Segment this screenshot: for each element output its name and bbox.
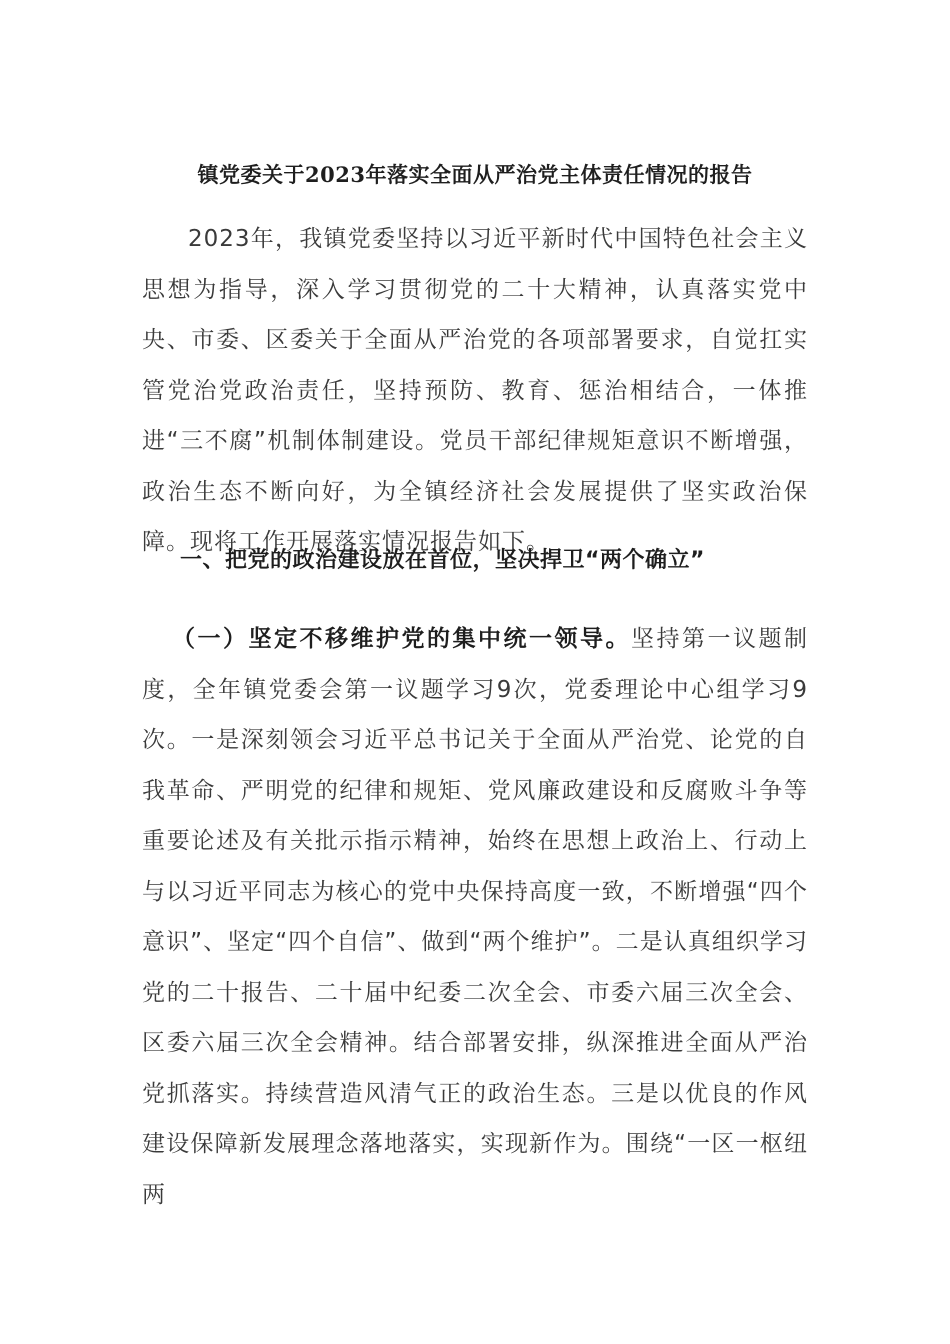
section-heading: 一、把党的政治建设放在首位，坚决捍卫“两个确立” bbox=[180, 548, 705, 573]
subsection-paragraph bbox=[142, 614, 808, 1220]
intro-paragraph: 2023年，我镇党委坚持以习近平新时代中国特色社会主义思想为指导，深入学习贯彻党的二十大精神，认真落实党中央、市委、区委关于全面从严治党的各项部署要求，自觉扛实管党治党政治责任，坚持预防、教育、惩治相结合，一体推进“三不腐”机制体制建设。党员干部纪律规矩意识不断增强，政治生态不断向好，为全镇经济社会发展提供了坚实政治保障。现将工作开展落实情况报告如下。 bbox=[142, 226, 808, 555]
document-title: 镇党委关于2023年落实全面从严治党主体责任情况的报告 bbox=[197, 162, 753, 187]
subsection-body-text: 坚持第一议题制度，全年镇党委会第一议题学习9次，党委理论中心组学习9次。一是深刻领会习近平总书记关于全面从严治党、论党的自我革命、严明党的纪律和规矩、党风廉政建设和反腐败斗争等重要论述及有关批示指示精神，始终在思想上政治上、行动上与以习近平同志为核心的党中央保持高度一致，不断增强“四个意识”、坚定“四个自信”、做到“两个维护”。二是认真组织学习党的二十报告、二十届中纪委二次全会、市委六届三次全会、区委六届三次全会精神。结合部署安排，纵深推进全面从严治党抓落实。持续营造风清气正的政治生态。三是以优良的作风建设保障新发展理念落地落实，实现新作为。围绕“一区一枢纽两 bbox=[142, 626, 808, 1208]
subsection-heading: （一）坚定不移维护党的集中统一领导。 bbox=[172, 626, 631, 652]
